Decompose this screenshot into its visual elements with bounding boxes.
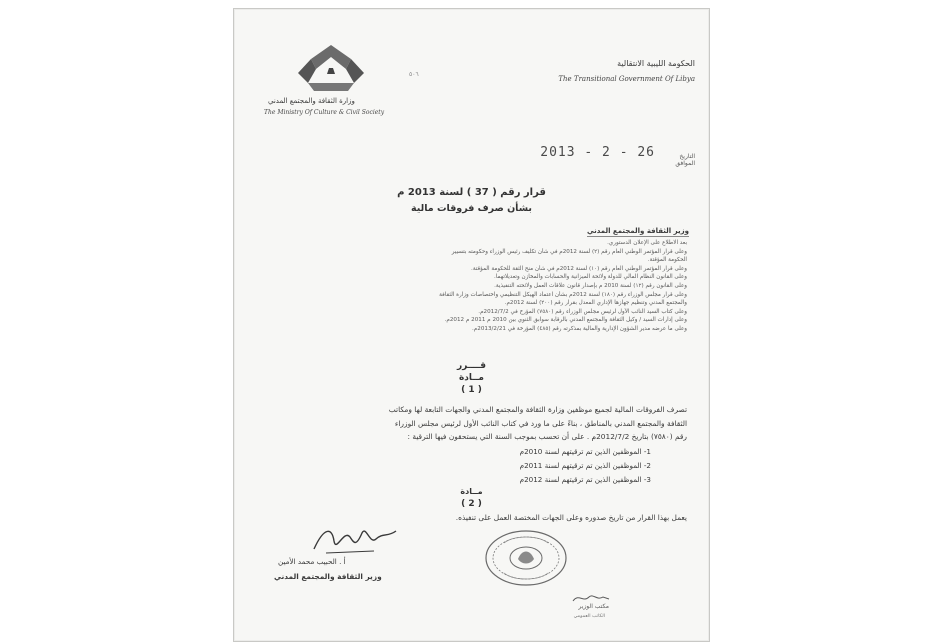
footer-office: مكتب الوزير xyxy=(578,603,609,610)
article-line: تصرف الفروقات المالية لجميع موظفين وزارة الثقافة والمجتمع المدني والجهات التابعة لها ومكاتب xyxy=(388,405,687,414)
recital-line: وعلى القانون رقم (١٢) لسنة 2010 م بإصدار قانون علاقات العمل ولائحته التنفيذية. xyxy=(494,282,687,289)
date-label: التاريخ الموافق xyxy=(675,153,695,167)
handwritten-date: 2013 - 2 - 26 xyxy=(540,145,655,160)
article-1-number: ( 1 ) xyxy=(461,385,482,395)
government-name-en: The Transitional Government Of Libya xyxy=(558,75,695,83)
recital-line: وعلى إدارات السيد / وكيل الثقافة والمجتمع المدني بالرقابة سوابق الثنوي بين 2010 م 2011 م 2012م. xyxy=(444,317,687,324)
list-item: 3- الموظفين الذين تم ترقيتهم لسنة 2012م xyxy=(519,475,651,484)
article-2-number: ( 2 ) xyxy=(461,499,482,509)
article-1-heading: مــادة xyxy=(458,373,485,383)
recitals-block xyxy=(317,239,687,334)
minister-heading: وزير الثقافة والمجتمع المدني xyxy=(587,227,689,235)
promotion-years-list xyxy=(451,445,651,487)
official-stamp-icon xyxy=(484,529,568,587)
recital-line: وعلى قرار المؤتمر الوطني العام رقم (٢) لسنة 2012م في شأن تكليف رئيس الوزراء وحكومته بتسيير xyxy=(451,248,687,255)
article-2-text: يعمل بهذا القرار من تاريخ صدوره وعلى الجهات المختصة العمل على تنفيذه. xyxy=(455,513,687,522)
minister-name: أ . الحبيب محمد الأمين xyxy=(278,557,346,566)
minister-title: وزير الثقافة والمجتمع المدني xyxy=(274,572,382,581)
decree-document xyxy=(233,8,710,642)
article-1-body xyxy=(267,403,687,444)
ministry-logo-icon xyxy=(296,43,366,93)
decided-heading: قــــرر xyxy=(457,361,486,371)
article-line: رقم (٧٥٨٠) بتاريخ 2012/7/2م . على أن تحسب بموجب السنة التي يستحقون فيها الترقية : xyxy=(407,432,687,441)
recital-line: الحكومة المؤقتة. xyxy=(647,257,687,264)
recital-line: وعلى ما عرضه مدير الشؤون الإدارية والمالية بمذكرته رقم (٤٨٥) المؤرخة في 2013/2/21م. xyxy=(472,325,687,332)
recital-line: وعلى كتاب السيد النائب الأول لرئيس مجلس الوزراء رقم (٧٥٨٠) المؤرخ في 2012/7/2م. xyxy=(478,308,687,315)
recital-line: وعلى القانون النظام المالي للدولة ولائحة الميزانية والحسابات والمخازن وتعديلاتهما. xyxy=(494,274,687,281)
ministry-name-ar: وزارة الثقافة والمجتمع المدني xyxy=(268,97,355,105)
recital-line: وعلى قرار المؤتمر الوطني العام رقم (١٠) لسنة 2012م في شأن منح الثقة للحكومة المؤقتة. xyxy=(471,265,687,272)
minister-signature-icon xyxy=(304,519,404,559)
ministry-name-en: The Ministry Of Culture & Civil Society xyxy=(264,109,385,116)
footer-role: الكاتب العمومي xyxy=(573,614,605,619)
list-item: 1- الموظفين الذين تم ترقيتهم لسنة 2010م xyxy=(519,447,651,456)
decree-number-title: قرار رقم ( 37 ) لسنة 2013 م xyxy=(397,187,546,198)
recital-line: والمجتمع المدني وتنظيم جهازها الإداري المعدل بقرار رقم (٢٠٠) لسنة 2012م. xyxy=(504,300,687,307)
recital-line: وعلى قرار مجلس الوزراء رقم (١٨٠) لسنة 2012م بشأن اعتماد الهيكل التنظيمي واختصاصات وزارة الثقافة xyxy=(439,291,687,298)
decree-subject-title: بشأن صرف فروقات مالية xyxy=(411,203,532,214)
article-2-heading: مــادة xyxy=(460,487,483,496)
reference-number: ٥٠٦ xyxy=(409,71,419,78)
government-name-ar: الحكومة الليبية الانتقالية xyxy=(617,59,695,68)
article-line: الثقافة والمجتمع المدني بالمناطق ، بناءً على ما ورد في كتاب النائب الأول لرئيس مجلس الوزراء xyxy=(394,418,687,428)
list-item: 2- الموظفين الذين تم ترقيتهم لسنة 2011م xyxy=(519,461,651,470)
recital-line: بعد الاطلاع على الإعلان الدستوري. xyxy=(607,240,687,246)
